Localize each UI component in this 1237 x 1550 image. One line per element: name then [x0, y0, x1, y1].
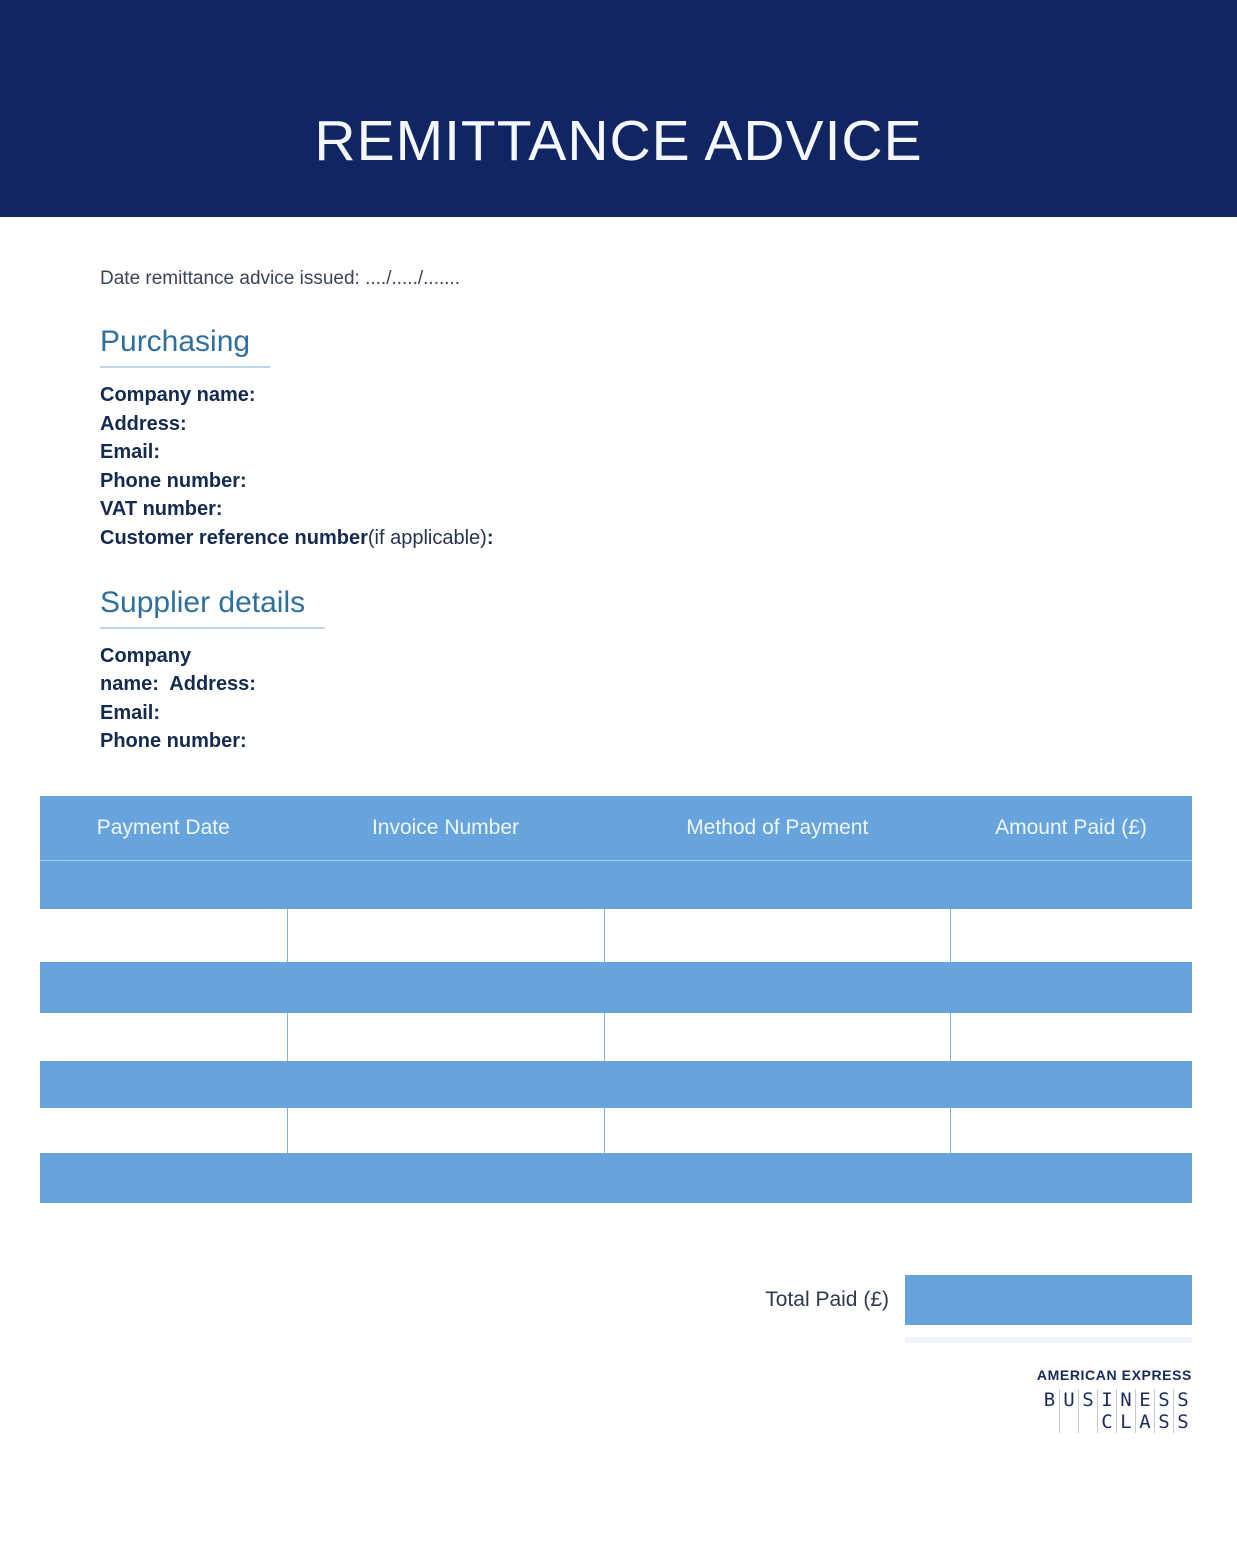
- customer-reference-note: (if applicable): [367, 526, 487, 549]
- page-title: REMITTANCE ADVICE: [314, 109, 923, 173]
- table-cell: [40, 861, 287, 909]
- table-cell: [950, 861, 1192, 909]
- total-box-shadow: [905, 1337, 1192, 1343]
- table-cell: [950, 1061, 1192, 1108]
- logo-letter-cell: S: [1078, 1389, 1097, 1411]
- table-cell: [40, 1108, 287, 1153]
- table-cell: [604, 1108, 950, 1153]
- table-cell: [40, 962, 287, 1013]
- supplier-fields: [100, 642, 1192, 756]
- table-column-header: Method of Payment: [686, 815, 869, 839]
- table-cell: [604, 1061, 950, 1108]
- logo-letter-cell: C: [1097, 1411, 1116, 1433]
- supplier-heading: Supplier details: [100, 586, 1192, 629]
- document-body: [0, 266, 1237, 1433]
- page-banner: [0, 0, 1237, 217]
- date-issued-line: Date remittance advice issued: ..../...../.......: [100, 268, 461, 289]
- table-cell: [950, 909, 1192, 962]
- logo-letter-cell: N: [1116, 1389, 1135, 1411]
- purchasing-fields: [100, 381, 1192, 524]
- logo-letter-cell: [1040, 1411, 1059, 1433]
- logo-letter-cell: S: [1154, 1389, 1173, 1411]
- payments-table: [40, 796, 1192, 1203]
- table-cell: [950, 1013, 1192, 1061]
- field-label: Email:: [100, 701, 161, 724]
- table-cell: [950, 1108, 1192, 1153]
- table-cell: [40, 909, 287, 962]
- table-cell: [950, 1153, 1192, 1203]
- field-label: Phone number:: [100, 730, 247, 753]
- table-cell: [950, 962, 1192, 1013]
- table-row: [40, 1061, 1192, 1108]
- table-cell: [40, 1153, 287, 1203]
- field-label: Company name:: [100, 384, 256, 406]
- table-cell: [40, 1061, 287, 1108]
- field-label: Company: [100, 644, 192, 667]
- customer-reference-line: [100, 524, 1192, 553]
- table-header-row: [40, 796, 1192, 860]
- table-cell: [287, 1013, 605, 1061]
- total-paid-label: Total Paid (£): [765, 1287, 889, 1311]
- customer-reference-label: Customer reference number: [100, 526, 368, 549]
- table-cell: [604, 1153, 950, 1203]
- table-cell: [604, 1013, 950, 1061]
- logo-letter-cell: S: [1173, 1411, 1192, 1433]
- table-cell: [604, 909, 950, 962]
- field-label: Address:: [100, 412, 187, 435]
- table-cell: [604, 861, 950, 909]
- table-column-header: Invoice Number: [371, 815, 520, 839]
- table-column-header: Payment Date: [96, 815, 230, 839]
- field-label: Phone number:: [100, 469, 247, 492]
- field-label: Email:: [100, 441, 161, 464]
- field-label: name: Address:: [100, 673, 256, 696]
- table-row: [40, 860, 1192, 909]
- logo-letter-cell: S: [1154, 1411, 1173, 1433]
- table-cell: [287, 1061, 605, 1108]
- logo-letter-cell: S: [1173, 1389, 1192, 1411]
- amex-brand-text: AMERICAN EXPRESS: [1036, 1366, 1192, 1383]
- logo-letter-cell: [1059, 1411, 1078, 1433]
- table-row: [40, 1013, 1192, 1061]
- logo-letter-cell: A: [1135, 1411, 1154, 1433]
- amex-business-class-logo: [40, 1367, 1192, 1433]
- table-cell: [287, 909, 605, 962]
- purchasing-heading: Purchasing: [100, 325, 1192, 368]
- total-paid-row: [40, 1275, 1192, 1325]
- logo-letter-cell: L: [1116, 1411, 1135, 1433]
- field-label: VAT number:: [100, 498, 223, 521]
- business-class-lettergrid: [1040, 1389, 1192, 1433]
- logo-letter-cell: U: [1059, 1389, 1078, 1411]
- table-column-header: Amount Paid (£): [995, 815, 1147, 839]
- table-cell: [287, 1108, 605, 1153]
- logo-letter-cell: B: [1043, 1388, 1056, 1411]
- table-row: [40, 962, 1192, 1013]
- table-cell: [287, 962, 605, 1013]
- table-cell: [287, 861, 605, 909]
- customer-reference-colon: :: [486, 526, 494, 549]
- logo-letter-cell: [1078, 1411, 1097, 1433]
- table-cell: [40, 1013, 287, 1061]
- table-row: [40, 1108, 1192, 1153]
- table-cell: [604, 962, 950, 1013]
- table-row: [40, 909, 1192, 962]
- table-body: [40, 860, 1192, 1203]
- total-paid-value-box: [905, 1275, 1192, 1325]
- table-cell: [287, 1153, 605, 1203]
- logo-letter-cell: I: [1097, 1389, 1116, 1411]
- logo-letter-cell: E: [1135, 1389, 1154, 1411]
- table-row: [40, 1153, 1192, 1203]
